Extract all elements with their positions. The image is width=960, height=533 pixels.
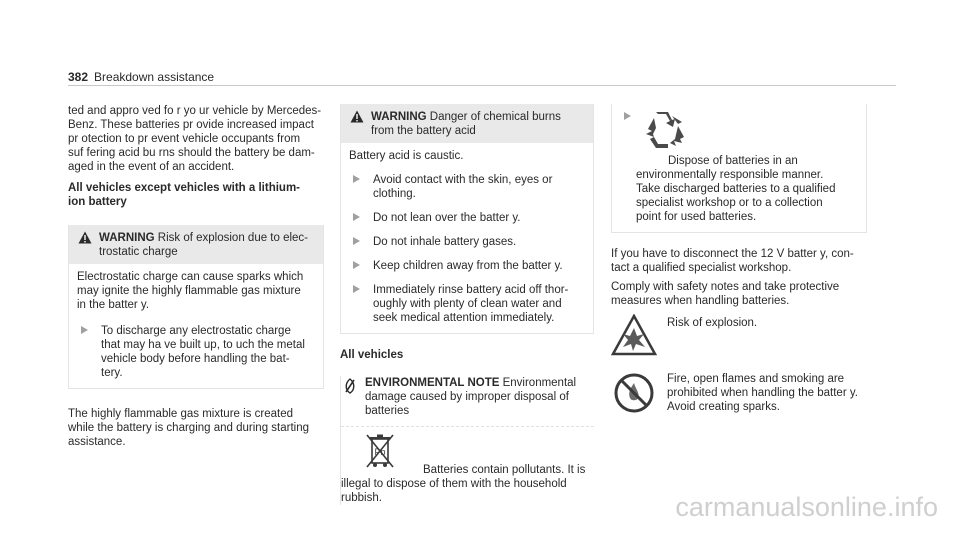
warning-header xyxy=(341,104,593,143)
text-line: Dispose of batteries in an xyxy=(668,155,798,167)
column-1 xyxy=(68,104,324,449)
text-line: tact a qualified specialist workshop. xyxy=(611,262,792,274)
text-line: that may ha ve built up, to uch the metal xyxy=(101,339,305,351)
env-title: batteries xyxy=(365,405,410,417)
env-label: ENVIRONMENTAL NOTE xyxy=(365,377,500,389)
column-2 xyxy=(340,104,594,505)
text-line: Avoid contact with the skin, eyes or xyxy=(373,174,553,186)
step-arrow-icon xyxy=(353,285,360,293)
divider xyxy=(341,426,594,427)
text-line: prohibited when handling the batter y. xyxy=(667,387,858,399)
text-line: Comply with safety notes and take protective xyxy=(611,281,840,293)
page-header xyxy=(68,70,214,84)
instruction-step xyxy=(349,211,585,225)
explosion-row xyxy=(611,314,867,366)
warning-triangle-icon xyxy=(78,231,92,244)
env-text: Batteries contain pollutants. It is xyxy=(423,464,586,476)
comply-paragraph xyxy=(611,280,867,308)
text-line: Do not lean over the batter y. xyxy=(373,212,521,224)
text-line: environmentally responsible manner. xyxy=(636,169,824,181)
instruction-step xyxy=(349,283,585,325)
environmental-icon xyxy=(343,378,357,394)
text-line: oughly with plenty of clean water and xyxy=(373,298,562,310)
warning-title: Risk of explosion due to elec‐ xyxy=(157,232,309,244)
warning-header xyxy=(69,225,323,264)
text-line: seek medical attention immediately. xyxy=(373,312,555,324)
text-line: tery. xyxy=(101,367,123,379)
text-line: in the batter y. xyxy=(77,299,150,311)
warning-box-acid xyxy=(340,104,594,334)
crossed-bin-icon xyxy=(365,433,395,475)
warning-title: trostatic charge xyxy=(99,246,178,258)
instruction-step xyxy=(77,324,315,380)
env-title: Environmental xyxy=(502,377,577,389)
text-line: clothing. xyxy=(373,188,416,200)
env-text: rubbish. xyxy=(341,492,382,504)
step-arrow-icon xyxy=(353,261,360,269)
svg-text:Pb: Pb xyxy=(374,447,386,457)
page-number: 382 xyxy=(68,70,89,84)
text-line: Avoid creating sparks. xyxy=(667,401,780,413)
text-line: assistance. xyxy=(68,436,126,448)
env-title: damage caused by improper disposal of xyxy=(365,391,569,403)
text-line: ted and appro ved fo r yo ur vehicle by Mercedes- xyxy=(68,105,322,117)
step-arrow-icon xyxy=(624,112,631,120)
explosion-text: Risk of explosion. xyxy=(667,317,758,329)
header-rule xyxy=(68,85,896,86)
text-line: suf fering acid bu rns should the battery be dam‐ xyxy=(68,147,315,159)
warning-title: Danger of chemical burns xyxy=(429,111,561,123)
warning-box-explosion xyxy=(68,225,324,389)
instruction-step xyxy=(349,173,585,201)
instruction-step xyxy=(349,259,585,273)
text-line: Keep children away from the batter y. xyxy=(373,260,563,272)
text-line: vehicle body before handling the bat‐ xyxy=(101,353,290,365)
section-title: Breakdown assistance xyxy=(94,70,215,84)
text-line: Benz. These batteries pr ovide increased impact xyxy=(68,119,314,131)
heading-line: ion battery xyxy=(68,196,127,208)
recycle-note-box xyxy=(611,104,867,233)
warning-title: from the battery acid xyxy=(371,125,476,137)
warning-body xyxy=(69,264,323,388)
text-line: If you have to disconnect the 12 V batter y, con‐ xyxy=(611,248,854,260)
text-line: Electrostatic charge can cause sparks which xyxy=(77,271,304,283)
fire-text xyxy=(667,372,858,414)
section-heading xyxy=(68,181,324,209)
recycling-icon xyxy=(644,110,688,152)
text-line: pr otection to pr event vehicle occupants from xyxy=(68,133,301,145)
fire-row xyxy=(611,372,867,422)
environmental-note xyxy=(340,376,594,505)
text-line: measures when handling batteries. xyxy=(611,295,790,307)
instruction-step xyxy=(349,235,585,249)
step-arrow-icon xyxy=(81,326,88,334)
warning-label: WARNING xyxy=(99,232,155,244)
warning-label: WARNING xyxy=(371,111,427,123)
warning-triangle-icon xyxy=(350,110,364,123)
column-3 xyxy=(611,104,867,422)
no-fire-icon xyxy=(613,372,655,414)
text-line: point for used batteries. xyxy=(636,211,757,223)
explosion-warning-icon xyxy=(611,314,657,356)
text-line: To discharge any electrostatic charge xyxy=(101,325,291,337)
closing-paragraph xyxy=(68,407,324,449)
text-line: The highly flammable gas mixture is created xyxy=(68,408,293,420)
step-arrow-icon xyxy=(353,175,360,183)
text-line: aged in the event of an accident. xyxy=(68,161,235,173)
text-line: Do not inhale battery gases. xyxy=(373,236,517,248)
intro-paragraph xyxy=(68,104,324,174)
heading-line: All vehicles except vehicles with a lithium- xyxy=(68,182,300,194)
watermark: carmanualsonline.info xyxy=(675,492,938,522)
text-line: while the battery is charging and during starting xyxy=(68,422,310,434)
text-line: Battery acid is caustic. xyxy=(349,150,464,162)
all-vehicles-heading: All vehicles xyxy=(340,349,404,361)
text-line: Take discharged batteries to a qualified xyxy=(636,183,836,195)
env-text: illegal to dispose of them with the household xyxy=(341,478,567,490)
text-line: Immediately rinse battery acid off thor‐ xyxy=(373,284,569,296)
disconnect-paragraph xyxy=(611,247,867,275)
step-arrow-icon xyxy=(353,237,360,245)
text-line: specialist workshop or to a collection xyxy=(636,197,823,209)
step-arrow-icon xyxy=(353,213,360,221)
warning-body xyxy=(341,143,593,333)
text-line: Fire, open flames and smoking are xyxy=(667,373,845,385)
text-line: may ignite the highly flammable gas mixture xyxy=(77,285,301,297)
